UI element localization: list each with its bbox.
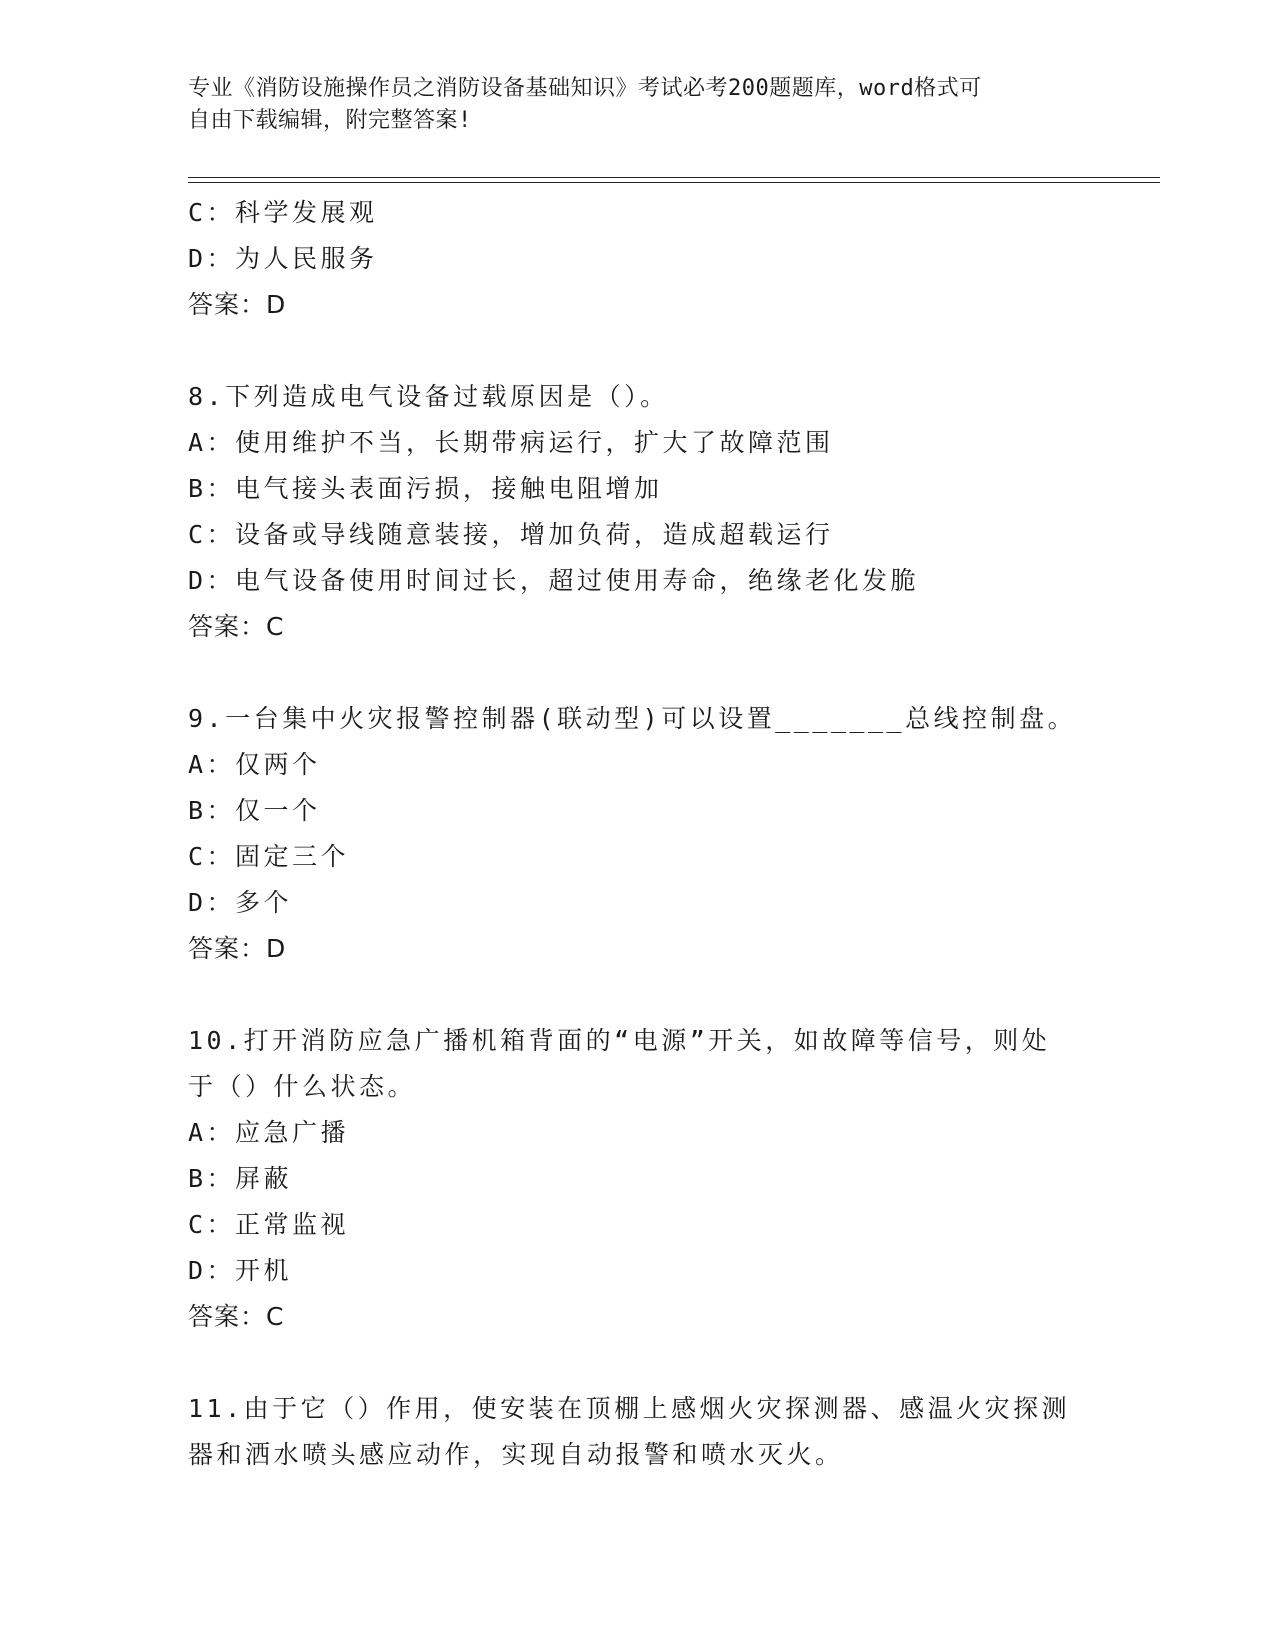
question-stem-line-1: 11.由于它（）作用，使安装在顶棚上感烟火灾探测器、感温火灾探测: [188, 1394, 1071, 1423]
option-a: A：仅两个: [188, 750, 321, 779]
option-a: A：使用维护不当，长期带病运行，扩大了故障范围: [188, 428, 834, 457]
option-a: A：应急广播: [188, 1118, 350, 1147]
option-d: D：多个: [188, 888, 293, 917]
question-8: [188, 374, 1088, 650]
option-b: B：仅一个: [188, 796, 321, 825]
question-10: [188, 1018, 1088, 1340]
question-11: [188, 1386, 1088, 1478]
header-divider-top: [188, 177, 1160, 178]
option-b: B：电气接头表面污损，接触电阻增加: [188, 474, 663, 503]
option-b: B：屏蔽: [188, 1164, 293, 1193]
header-line-2: 自由下载编辑，附完整答案!: [188, 108, 472, 133]
question-stem: 9.一台集中火灾报警控制器(联动型)可以设置_______总线控制盘。: [188, 704, 1077, 733]
document-header: [188, 73, 1088, 137]
answer: 答案：D: [188, 290, 287, 319]
option-c: C：科学发展观: [188, 198, 378, 227]
question-stem-line-1: 10.打开消防应急广播机箱背面的“电源”开关，如故障等信号，则处: [188, 1026, 1051, 1055]
option-d: D：开机: [188, 1256, 293, 1285]
option-c: C：设备或导线随意装接，增加负荷，造成超载运行: [188, 520, 834, 549]
document-body: [188, 190, 1088, 1478]
question-7-tail: [188, 190, 1088, 328]
question-stem: 8.下列造成电气设备过载原因是（）。: [188, 382, 669, 411]
option-c: C：固定三个: [188, 842, 350, 871]
option-d: D：为人民服务: [188, 244, 378, 273]
answer: 答案：D: [188, 934, 287, 963]
option-d: D：电气设备使用时间过长，超过使用寿命，绝缘老化发脆: [188, 566, 920, 595]
answer: 答案：C: [188, 1302, 285, 1331]
answer: 答案：C: [188, 612, 285, 641]
header-divider-bottom: [188, 182, 1160, 183]
option-c: C：正常监视: [188, 1210, 350, 1239]
header-line-1: 专业《消防设施操作员之消防设备基础知识》考试必考200题题库，word格式可: [188, 76, 982, 101]
question-stem-line-2: 于（）什么状态。: [188, 1072, 417, 1101]
question-9: [188, 696, 1088, 972]
question-stem-line-2: 器和洒水喷头感应动作，实现自动报警和喷水灭火。: [188, 1440, 844, 1469]
